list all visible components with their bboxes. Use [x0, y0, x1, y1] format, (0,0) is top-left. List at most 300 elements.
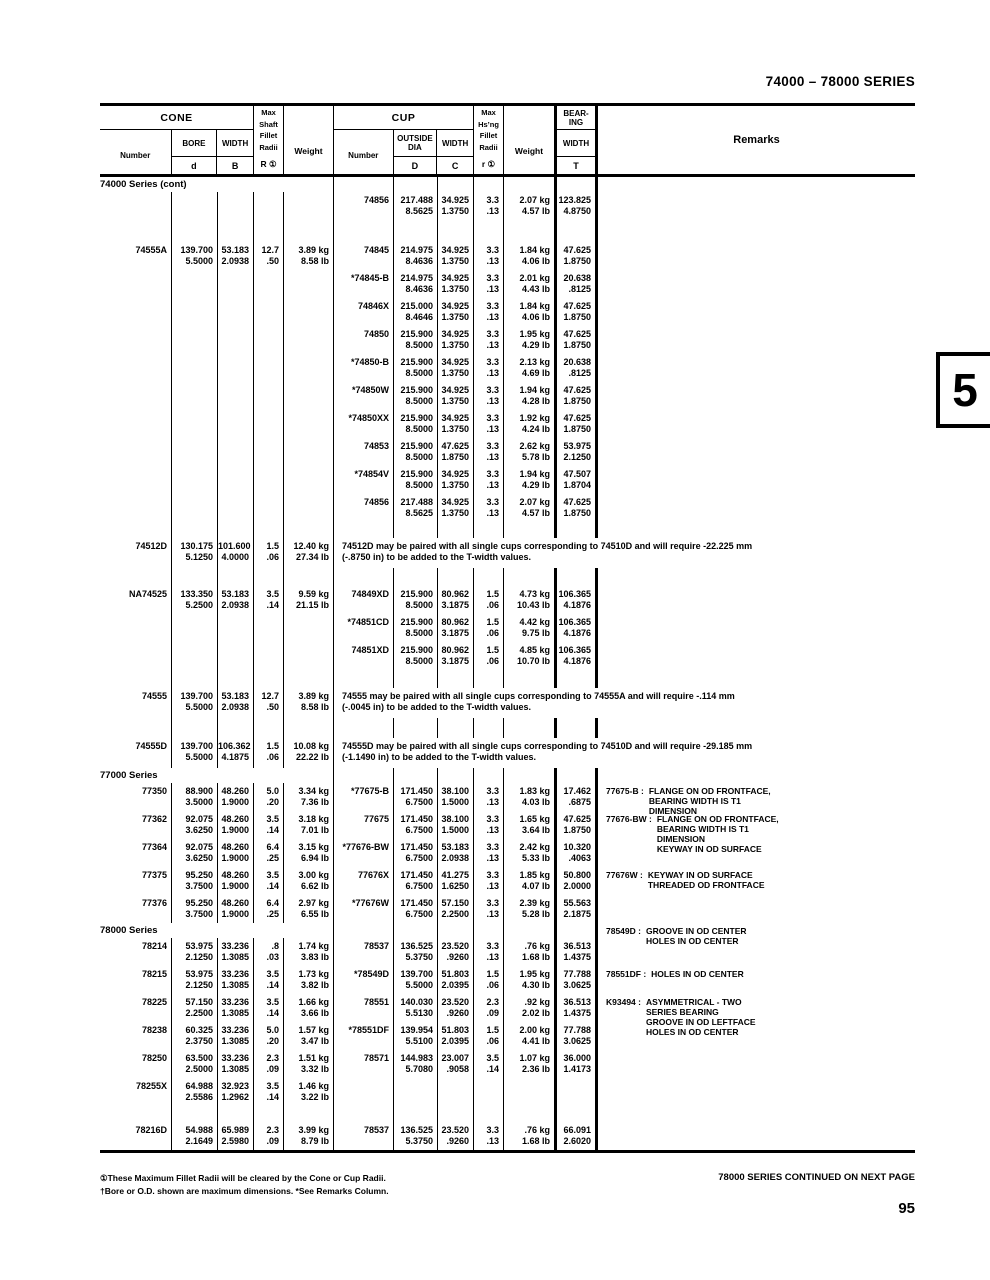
cup-fillet-radii — [474, 1078, 504, 1106]
cone-weight — [284, 1050, 334, 1078]
value-line: .14 — [266, 980, 279, 990]
value-line: 47.625 — [563, 413, 591, 423]
value-line: 78537 — [363, 941, 389, 951]
cup-outside-dia — [394, 270, 438, 298]
cone-width-header — [217, 130, 253, 174]
cup-outside-dia — [394, 354, 438, 382]
section-number: 5 — [952, 364, 978, 416]
value-line: 34.925 — [441, 195, 469, 205]
empty-cell — [100, 1106, 172, 1122]
value-line: 3.5 — [266, 814, 279, 824]
cone-fillet-radii — [254, 738, 284, 768]
cone-width — [218, 642, 254, 670]
value-line: 3.3 — [486, 329, 499, 339]
cup-fillet-radii — [474, 966, 504, 994]
empty-cell — [172, 1106, 218, 1122]
cup-outside-dia — [394, 410, 438, 438]
value-line: 1.9000 — [221, 797, 249, 807]
bearing-width — [554, 1022, 598, 1050]
value-line: .13 — [486, 853, 499, 863]
value-line: 1.8750 — [563, 340, 591, 350]
value-line: 51.803 — [441, 969, 469, 979]
empty-cell — [284, 220, 334, 242]
value-line: *74850W — [351, 385, 389, 395]
empty-cell — [334, 568, 394, 586]
cone-width — [218, 1078, 254, 1106]
value-line: 3.5000 — [185, 797, 213, 807]
spacer-row — [100, 522, 915, 538]
value-line: .14 — [266, 881, 279, 891]
value-line: 2.3 — [266, 1053, 279, 1063]
cone-weight — [284, 1022, 334, 1050]
cup-number — [334, 242, 394, 270]
value-line: 171.450 — [400, 898, 433, 908]
value-line: .92 kg — [524, 997, 550, 1007]
cup-outside-dia — [394, 895, 438, 923]
value-line: 3.3 — [486, 814, 499, 824]
empty-cell — [172, 670, 218, 688]
housing-fillet-radii-header — [474, 106, 504, 174]
bearing-title — [557, 106, 595, 130]
cone-fillet-radii — [254, 895, 284, 923]
cup-outside-dia — [394, 938, 438, 966]
cup-fillet-radii — [474, 1122, 504, 1150]
value-line: 4.69 lb — [521, 368, 550, 378]
cup-title: CUP — [334, 106, 473, 130]
cup-weight — [504, 410, 554, 438]
cone-bore — [172, 994, 218, 1022]
value-line: 80.962 — [441, 617, 469, 627]
value-line: 78216D — [135, 1125, 167, 1135]
series-section-label: 74000 Series (cont) — [100, 177, 334, 192]
cone-bore — [172, 1050, 218, 1078]
empty-cell — [504, 923, 554, 938]
value-line: 33.236 — [221, 941, 249, 951]
value-line: 48.260 — [221, 870, 249, 880]
bearing-width — [554, 382, 598, 410]
data-row — [100, 494, 915, 522]
cone-number — [100, 1078, 172, 1106]
remark-line: DIMENSION — [648, 806, 697, 816]
data-row — [100, 354, 915, 382]
cup-width — [438, 382, 474, 410]
empty-cell — [284, 718, 334, 738]
value-line: 6.7500 — [405, 853, 433, 863]
value-line: 1.3085 — [221, 980, 249, 990]
bearing-width — [554, 839, 598, 867]
outside-dia-symbol: D — [411, 160, 419, 171]
value-line: 1.6250 — [441, 881, 469, 891]
cone-width — [218, 270, 254, 298]
value-line: 4.1875 — [221, 752, 249, 762]
empty-cell — [554, 670, 598, 688]
value-line: 34.925 — [441, 497, 469, 507]
cup-width — [438, 438, 474, 466]
value-line: .06 — [486, 656, 499, 666]
value-line: 2.6020 — [563, 1136, 591, 1146]
remarks-cell — [598, 718, 915, 738]
empty-cell — [254, 1106, 284, 1122]
value-line: 5.78 lb — [521, 452, 550, 462]
value-line: 1.3750 — [441, 312, 469, 322]
value-line: 2.1250 — [563, 452, 591, 462]
value-line: 53.183 — [221, 245, 249, 255]
empty-cell — [394, 1106, 438, 1122]
value-line: 63.500 — [185, 1053, 213, 1063]
value-line: 55.563 — [563, 898, 591, 908]
value-line: 5.5000 — [185, 702, 213, 712]
cup-number — [334, 895, 394, 923]
value-line: 53.975 — [563, 441, 591, 451]
value-line: 136.525 — [400, 1125, 433, 1135]
value-line: 215.900 — [400, 329, 433, 339]
cone-number — [100, 938, 172, 966]
cone-weight — [284, 410, 334, 438]
value-line: 78225 — [141, 997, 167, 1007]
series-section-label: 78000 Series — [100, 923, 334, 938]
cone-weight — [284, 438, 334, 466]
cup-width — [438, 994, 474, 1022]
value-line: 6.55 lb — [300, 909, 329, 919]
empty-cell — [438, 522, 474, 538]
value-line: 101.600 — [218, 541, 251, 551]
value-line: 3.3 — [486, 898, 499, 908]
cone-width — [218, 738, 254, 768]
value-line: 1.3750 — [441, 256, 469, 266]
data-row — [100, 382, 915, 410]
remark-label: K93494 : — [606, 997, 641, 1007]
cup-outside-dia — [394, 586, 438, 614]
bearing-width — [554, 586, 598, 614]
value-line: 3.47 lb — [300, 1036, 329, 1046]
remark-label: 77675-B : — [606, 786, 644, 796]
bearing-width-label: WIDTH — [562, 138, 590, 148]
remark-line: BEARING WIDTH IS T1 — [656, 824, 749, 834]
empty-cell — [254, 568, 284, 586]
remarks-cell — [598, 192, 915, 220]
value-line: 5.5000 — [185, 752, 213, 762]
value-line: 215.900 — [400, 617, 433, 627]
cone-number — [100, 994, 172, 1022]
empty-cell — [394, 177, 438, 192]
cone-fillet-radii — [254, 382, 284, 410]
cup-width-symbol: C — [451, 160, 459, 171]
value-line: 23.520 — [441, 997, 469, 1007]
value-line: 2.1250 — [185, 952, 213, 962]
value-line: 215.900 — [400, 469, 433, 479]
empty-cell — [504, 522, 554, 538]
cup-width — [438, 867, 474, 895]
value-line: 4.06 lb — [521, 256, 550, 266]
value-line: .13 — [486, 256, 499, 266]
note-row — [100, 538, 915, 568]
bearing-width — [554, 242, 598, 270]
cup-subheaders — [334, 130, 473, 174]
value-line: 214.975 — [400, 245, 433, 255]
value-line: 8.4636 — [405, 256, 433, 266]
bearing-width-symbol: T — [573, 160, 579, 171]
shaft-radii-line: Fillet — [259, 131, 278, 140]
value-line: 5.5000 — [405, 980, 433, 990]
value-line: 5.1250 — [185, 552, 213, 562]
cone-width — [218, 494, 254, 522]
empty-cell — [100, 220, 172, 242]
empty-cell — [474, 670, 504, 688]
value-line: 171.450 — [400, 842, 433, 852]
empty-cell — [504, 568, 554, 586]
value-line: 1.84 kg — [519, 301, 550, 311]
value-line: 77350 — [141, 786, 167, 796]
cone-bore — [172, 642, 218, 670]
cup-width — [438, 895, 474, 923]
cup-weight — [504, 994, 554, 1022]
value-line: 20.638 — [563, 273, 591, 283]
cone-fillet-radii — [254, 326, 284, 354]
cone-fillet-radii — [254, 839, 284, 867]
remark-label: 77676-BW : — [606, 814, 652, 824]
value-line: 3.3 — [486, 301, 499, 311]
value-line: 8.5000 — [405, 452, 433, 462]
value-line: 4.1876 — [563, 600, 591, 610]
value-line: 23.520 — [441, 941, 469, 951]
cup-outside-dia — [394, 326, 438, 354]
cone-width — [218, 867, 254, 895]
value-line: 5.0 — [266, 786, 279, 796]
value-line: .20 — [266, 797, 279, 807]
value-line: .09 — [486, 1008, 499, 1018]
value-line: 53.975 — [185, 941, 213, 951]
value-line: 5.7080 — [405, 1064, 433, 1074]
value-line: 8.4636 — [405, 284, 433, 294]
value-line: 1.9000 — [221, 909, 249, 919]
value-line: 5.3750 — [405, 952, 433, 962]
cup-fillet-radii — [474, 192, 504, 220]
empty-cell — [284, 1106, 334, 1122]
value-line: 1.94 kg — [519, 469, 550, 479]
bearing-width — [554, 966, 598, 994]
value-line: 5.33 lb — [521, 853, 550, 863]
value-line: .06 — [486, 980, 499, 990]
section-number-tab — [936, 352, 990, 428]
cone-fillet-radii — [254, 642, 284, 670]
cone-number — [100, 783, 172, 811]
value-line: 3.1875 — [441, 628, 469, 638]
value-line: .06 — [486, 1036, 499, 1046]
cup-number — [334, 1022, 394, 1050]
value-line: 1.8750 — [563, 396, 591, 406]
remarks-cell — [598, 438, 915, 466]
value-line: 36.513 — [563, 941, 591, 951]
value-line: 2.2500 — [185, 1008, 213, 1018]
remark-line: GROOVE IN OD LEFTFACE — [645, 1017, 756, 1027]
cone-subheaders — [100, 130, 253, 174]
cone-number-header: Number — [100, 130, 172, 174]
empty-cell — [474, 923, 504, 938]
cone-weight — [284, 938, 334, 966]
value-line: NA74525 — [128, 589, 167, 599]
bearing-width — [554, 1122, 598, 1150]
cup-fillet-radii — [474, 270, 504, 298]
cup-width — [438, 354, 474, 382]
value-line: 8.5000 — [405, 480, 433, 490]
cone-width — [218, 895, 254, 923]
cup-outside-dia — [394, 966, 438, 994]
cone-width — [218, 839, 254, 867]
value-line: .14 — [266, 825, 279, 835]
cone-number — [100, 466, 172, 494]
empty-cell — [394, 522, 438, 538]
cone-fillet-radii — [254, 1122, 284, 1150]
value-line: 51.803 — [441, 1025, 469, 1035]
value-line: 23.520 — [441, 1125, 469, 1135]
series-section-label: 77000 Series — [100, 768, 334, 783]
value-line: 8.58 lb — [300, 702, 329, 712]
value-line: 3.3 — [486, 441, 499, 451]
cup-width — [438, 1078, 474, 1106]
cone-bore — [172, 326, 218, 354]
cup-fillet-radii — [474, 783, 504, 811]
remarks-cell — [598, 382, 915, 410]
cone-weight — [284, 811, 334, 839]
empty-cell — [284, 522, 334, 538]
bearing-width — [554, 410, 598, 438]
cup-width — [438, 466, 474, 494]
value-line: .13 — [486, 312, 499, 322]
remarks-cell — [598, 326, 915, 354]
cup-width — [438, 642, 474, 670]
value-line: .13 — [486, 909, 499, 919]
bearing-table — [100, 103, 915, 1153]
empty-cell — [474, 522, 504, 538]
cup-weight — [504, 1050, 554, 1078]
value-line: 8.5625 — [405, 206, 433, 216]
cup-fillet-radii — [474, 867, 504, 895]
value-line: 47.625 — [441, 441, 469, 451]
remarks-cell — [598, 270, 915, 298]
value-line: 1.3750 — [441, 368, 469, 378]
remarks-cell — [598, 867, 915, 895]
bearing-title-line: BEAR- — [563, 108, 589, 118]
cup-number — [334, 192, 394, 220]
cone-weight — [284, 642, 334, 670]
value-line: 48.260 — [221, 842, 249, 852]
cup-outside-dia — [394, 1122, 438, 1150]
cup-outside-dia — [394, 1050, 438, 1078]
cup-outside-dia — [394, 1022, 438, 1050]
cone-fillet-radii — [254, 783, 284, 811]
cup-width — [438, 326, 474, 354]
cup-width — [438, 1122, 474, 1150]
value-line: 1.95 kg — [519, 969, 550, 979]
value-line: 1.3750 — [441, 284, 469, 294]
cup-width — [438, 783, 474, 811]
value-line: 77.788 — [563, 1025, 591, 1035]
value-line: 133.350 — [180, 589, 213, 599]
value-line: 1.65 kg — [519, 814, 550, 824]
value-line: 5.2500 — [185, 600, 213, 610]
empty-cell — [394, 670, 438, 688]
remarks-cell — [598, 298, 915, 326]
value-line: 4.0000 — [221, 552, 249, 562]
empty-cell — [218, 220, 254, 242]
value-line: 8.5625 — [405, 508, 433, 518]
empty-cell — [334, 220, 394, 242]
bearing-width — [554, 867, 598, 895]
cone-bore — [172, 738, 218, 768]
value-line: .09 — [266, 1136, 279, 1146]
value-line: .4063 — [568, 853, 591, 863]
value-line: 7.36 lb — [300, 797, 329, 807]
value-line: 74555D — [135, 741, 167, 751]
value-line: 12.7 — [261, 691, 279, 701]
empty-cell — [504, 177, 554, 192]
empty-cell — [474, 177, 504, 192]
value-line: .13 — [486, 881, 499, 891]
value-line: 22.22 lb — [295, 752, 329, 762]
value-line: .03 — [266, 952, 279, 962]
cup-fillet-radii — [474, 938, 504, 966]
empty-cell — [394, 718, 438, 738]
value-line: 4.57 lb — [521, 206, 550, 216]
value-line: 4.30 lb — [521, 980, 550, 990]
cup-fillet-radii — [474, 466, 504, 494]
empty-cell — [334, 1106, 394, 1122]
value-line: 171.450 — [400, 870, 433, 880]
remarks-cell — [598, 568, 915, 586]
cone-bore — [172, 466, 218, 494]
value-line: 1.68 lb — [521, 952, 550, 962]
cone-width — [218, 938, 254, 966]
value-line: .25 — [266, 909, 279, 919]
cone-number — [100, 642, 172, 670]
remarks-header: Remarks — [733, 134, 780, 146]
value-line: 3.1875 — [441, 600, 469, 610]
value-line: 3.6250 — [185, 825, 213, 835]
remarks-cell — [598, 994, 915, 1037]
data-row — [100, 586, 915, 614]
value-line: 4.8750 — [563, 206, 591, 216]
cone-width — [218, 466, 254, 494]
value-line: 54.988 — [185, 1125, 213, 1135]
bearing-width — [554, 783, 598, 811]
cone-bore — [172, 192, 218, 220]
footnotes — [100, 1172, 389, 1198]
value-line: *77676-BW — [342, 842, 389, 852]
table-header — [100, 103, 915, 177]
data-row — [100, 192, 915, 220]
cone-weight — [284, 538, 334, 568]
cone-width — [218, 994, 254, 1022]
value-line: 1.3750 — [441, 206, 469, 216]
bearing-width — [554, 938, 598, 966]
value-line: 78250 — [141, 1053, 167, 1063]
data-row — [100, 783, 915, 816]
outside-dia-line: OUTSIDE — [397, 134, 433, 143]
remarks-cell — [598, 923, 915, 946]
section-row — [100, 768, 915, 783]
value-line: 92.075 — [185, 842, 213, 852]
value-line: 2.5980 — [221, 1136, 249, 1146]
cone-width — [218, 614, 254, 642]
value-line: 6.7500 — [405, 797, 433, 807]
cup-number — [334, 1050, 394, 1078]
value-line: 171.450 — [400, 814, 433, 824]
cone-number — [100, 1050, 172, 1078]
empty-cell — [172, 220, 218, 242]
cone-weight — [284, 1122, 334, 1150]
cup-width — [438, 1022, 474, 1050]
remark-line: GROOVE IN OD CENTER — [645, 926, 747, 936]
